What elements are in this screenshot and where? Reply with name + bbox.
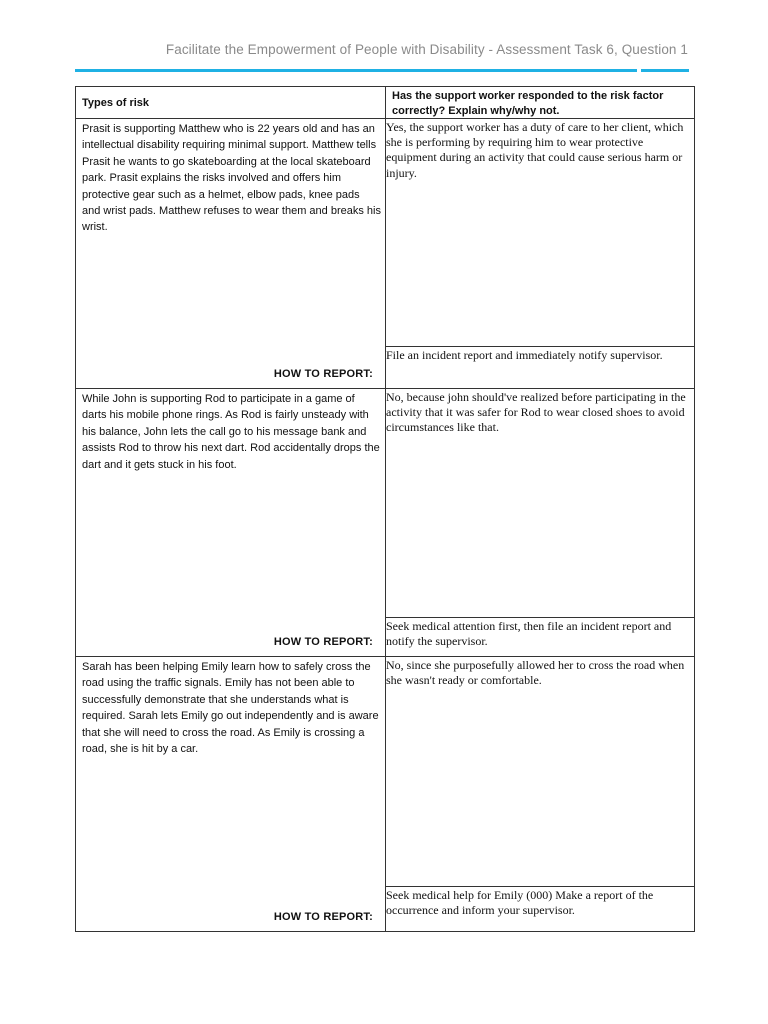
scenario-cell: [76, 389, 386, 657]
table-header-row: [76, 87, 695, 119]
how-to-report-label: HOW TO REPORT:: [273, 911, 373, 923]
table-row: [76, 119, 695, 347]
report-text: Seek medical help for Emily (000) Make a report of the occurrence and inform your supervisor.: [386, 888, 654, 918]
response-cell[interactable]: [386, 119, 695, 347]
column-header-response: Has the support worker responded to the risk factor correctly? Explain why/why not.: [386, 87, 695, 119]
response-text: Yes, the support worker has a duty of care to her client, which she is performing by requiring him to wear protective equipment during an activity that could cause serious harm or injury.: [386, 120, 684, 180]
how-to-report-label: HOW TO REPORT:: [273, 368, 373, 380]
response-text: No, since she purposefully allowed her to cross the road when she wasn't ready or comfortable.: [386, 658, 685, 688]
report-cell[interactable]: [386, 347, 695, 389]
scenario-text: While John is supporting Rod to participate in a game of darts his mobile phone rings. As Rod is fairly unsteady with his balance, John lets the call go to his message bank and assists Rod to throw his next dart. Rod accidentally drops the dart and it gets stuck in his foot.: [82, 393, 380, 471]
report-text: File an incident report and immediately notify supervisor.: [386, 348, 663, 362]
scenario-text: Prasit is supporting Matthew who is 22 years old and has an intellectual disability requiring minimal support. Matthew tells Prasit he wants to go skateboarding at the local skateboard park. Prasit explains the risks involved and offers him protective gear such as a helmet, elbow pads, knee pads and wrist pads. Matthew refuses to wear them and breaks his wrist.: [82, 123, 381, 234]
risk-assessment-table: [75, 86, 695, 932]
scenario-cell: [76, 119, 386, 389]
table-row: [76, 657, 695, 887]
column-header-types-of-risk: Types of risk: [76, 87, 386, 119]
response-cell[interactable]: [386, 389, 695, 618]
header-divider: [75, 69, 637, 72]
document-header-title: Facilitate the Empowerment of People with Disability - Assessment Task 6, Question 1: [165, 42, 688, 57]
response-cell[interactable]: [386, 657, 695, 887]
report-cell[interactable]: [386, 618, 695, 657]
header-divider-end: [641, 69, 689, 72]
response-text: No, because john should've realized before participating in the activity that it was safer for Rod to wear closed shoes to avoid circumstances like that.: [386, 390, 686, 435]
scenario-cell: [76, 657, 386, 932]
scenario-text: Sarah has been helping Emily learn how to safely cross the road using the traffic signals. Emily has not been able to successfully demonstrate that she understands what is required. Sarah lets Emily go out independently and is aware that she will need to cross the road. As Emily is crossing a road, she is hit by a car.: [82, 661, 379, 756]
how-to-report-label: HOW TO REPORT:: [273, 636, 373, 648]
report-cell[interactable]: [386, 887, 695, 932]
table-row: [76, 389, 695, 618]
report-text: Seek medical attention first, then file an incident report and notify the supervisor.: [386, 619, 672, 649]
